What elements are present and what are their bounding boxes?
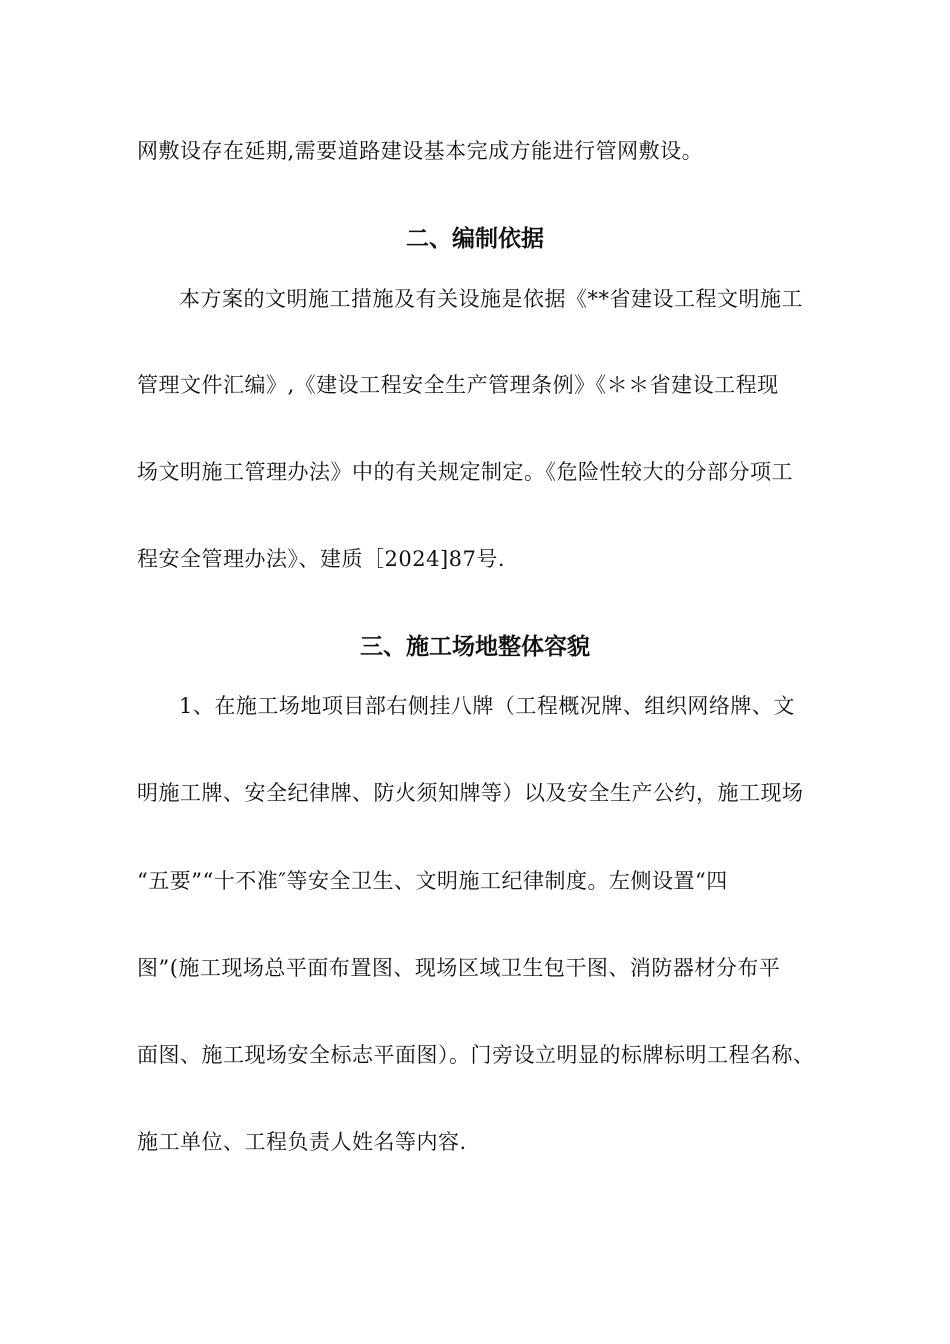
paragraph-line: 面图、施工现场安全标志平面图）。门旁设立明显的标牌标明工程名称、 — [137, 1043, 815, 1067]
paragraph-line: 管理文件汇编》,《建设工程安全生产管理条例》《＊＊省建设工程现 — [137, 373, 779, 397]
paragraph-line: 施工单位、工程负责人姓名等内容. — [137, 1130, 467, 1154]
paragraph-line: 明施工牌、安全纪律牌、防火须知牌等）以及安全生产公约，施工现场 — [137, 781, 804, 805]
paragraph-line: 程安全管理办法》、建质［2024]87号. — [137, 547, 506, 571]
paragraph-line: 本方案的文明施工措施及有关设施是依据《**省建设工程文明施工 — [179, 287, 803, 311]
paragraph-line: 1、在施工场地项目部右侧挂八牌（工程概况牌、组织网络牌、文 — [179, 694, 795, 718]
paragraph-line: “五要”“十不准″等安全卫生、文明施工纪律制度。左侧设置“四 — [137, 869, 728, 893]
paragraph-line: 场文明施工管理办法》中的有关规定制定。《危险性较大的分部分项工 — [137, 460, 793, 484]
section-heading: 三、施工场地整体容貌 — [360, 634, 590, 660]
section-heading: 二、编制依据 — [406, 226, 544, 252]
paragraph-line: 网敷设存在延期,需要道路建设基本完成方能进行管网敷设。 — [137, 139, 704, 163]
paragraph-line: 图”(施工现场总平面布置图、现场区域卫生包干图、消防器材分布平 — [137, 956, 781, 980]
